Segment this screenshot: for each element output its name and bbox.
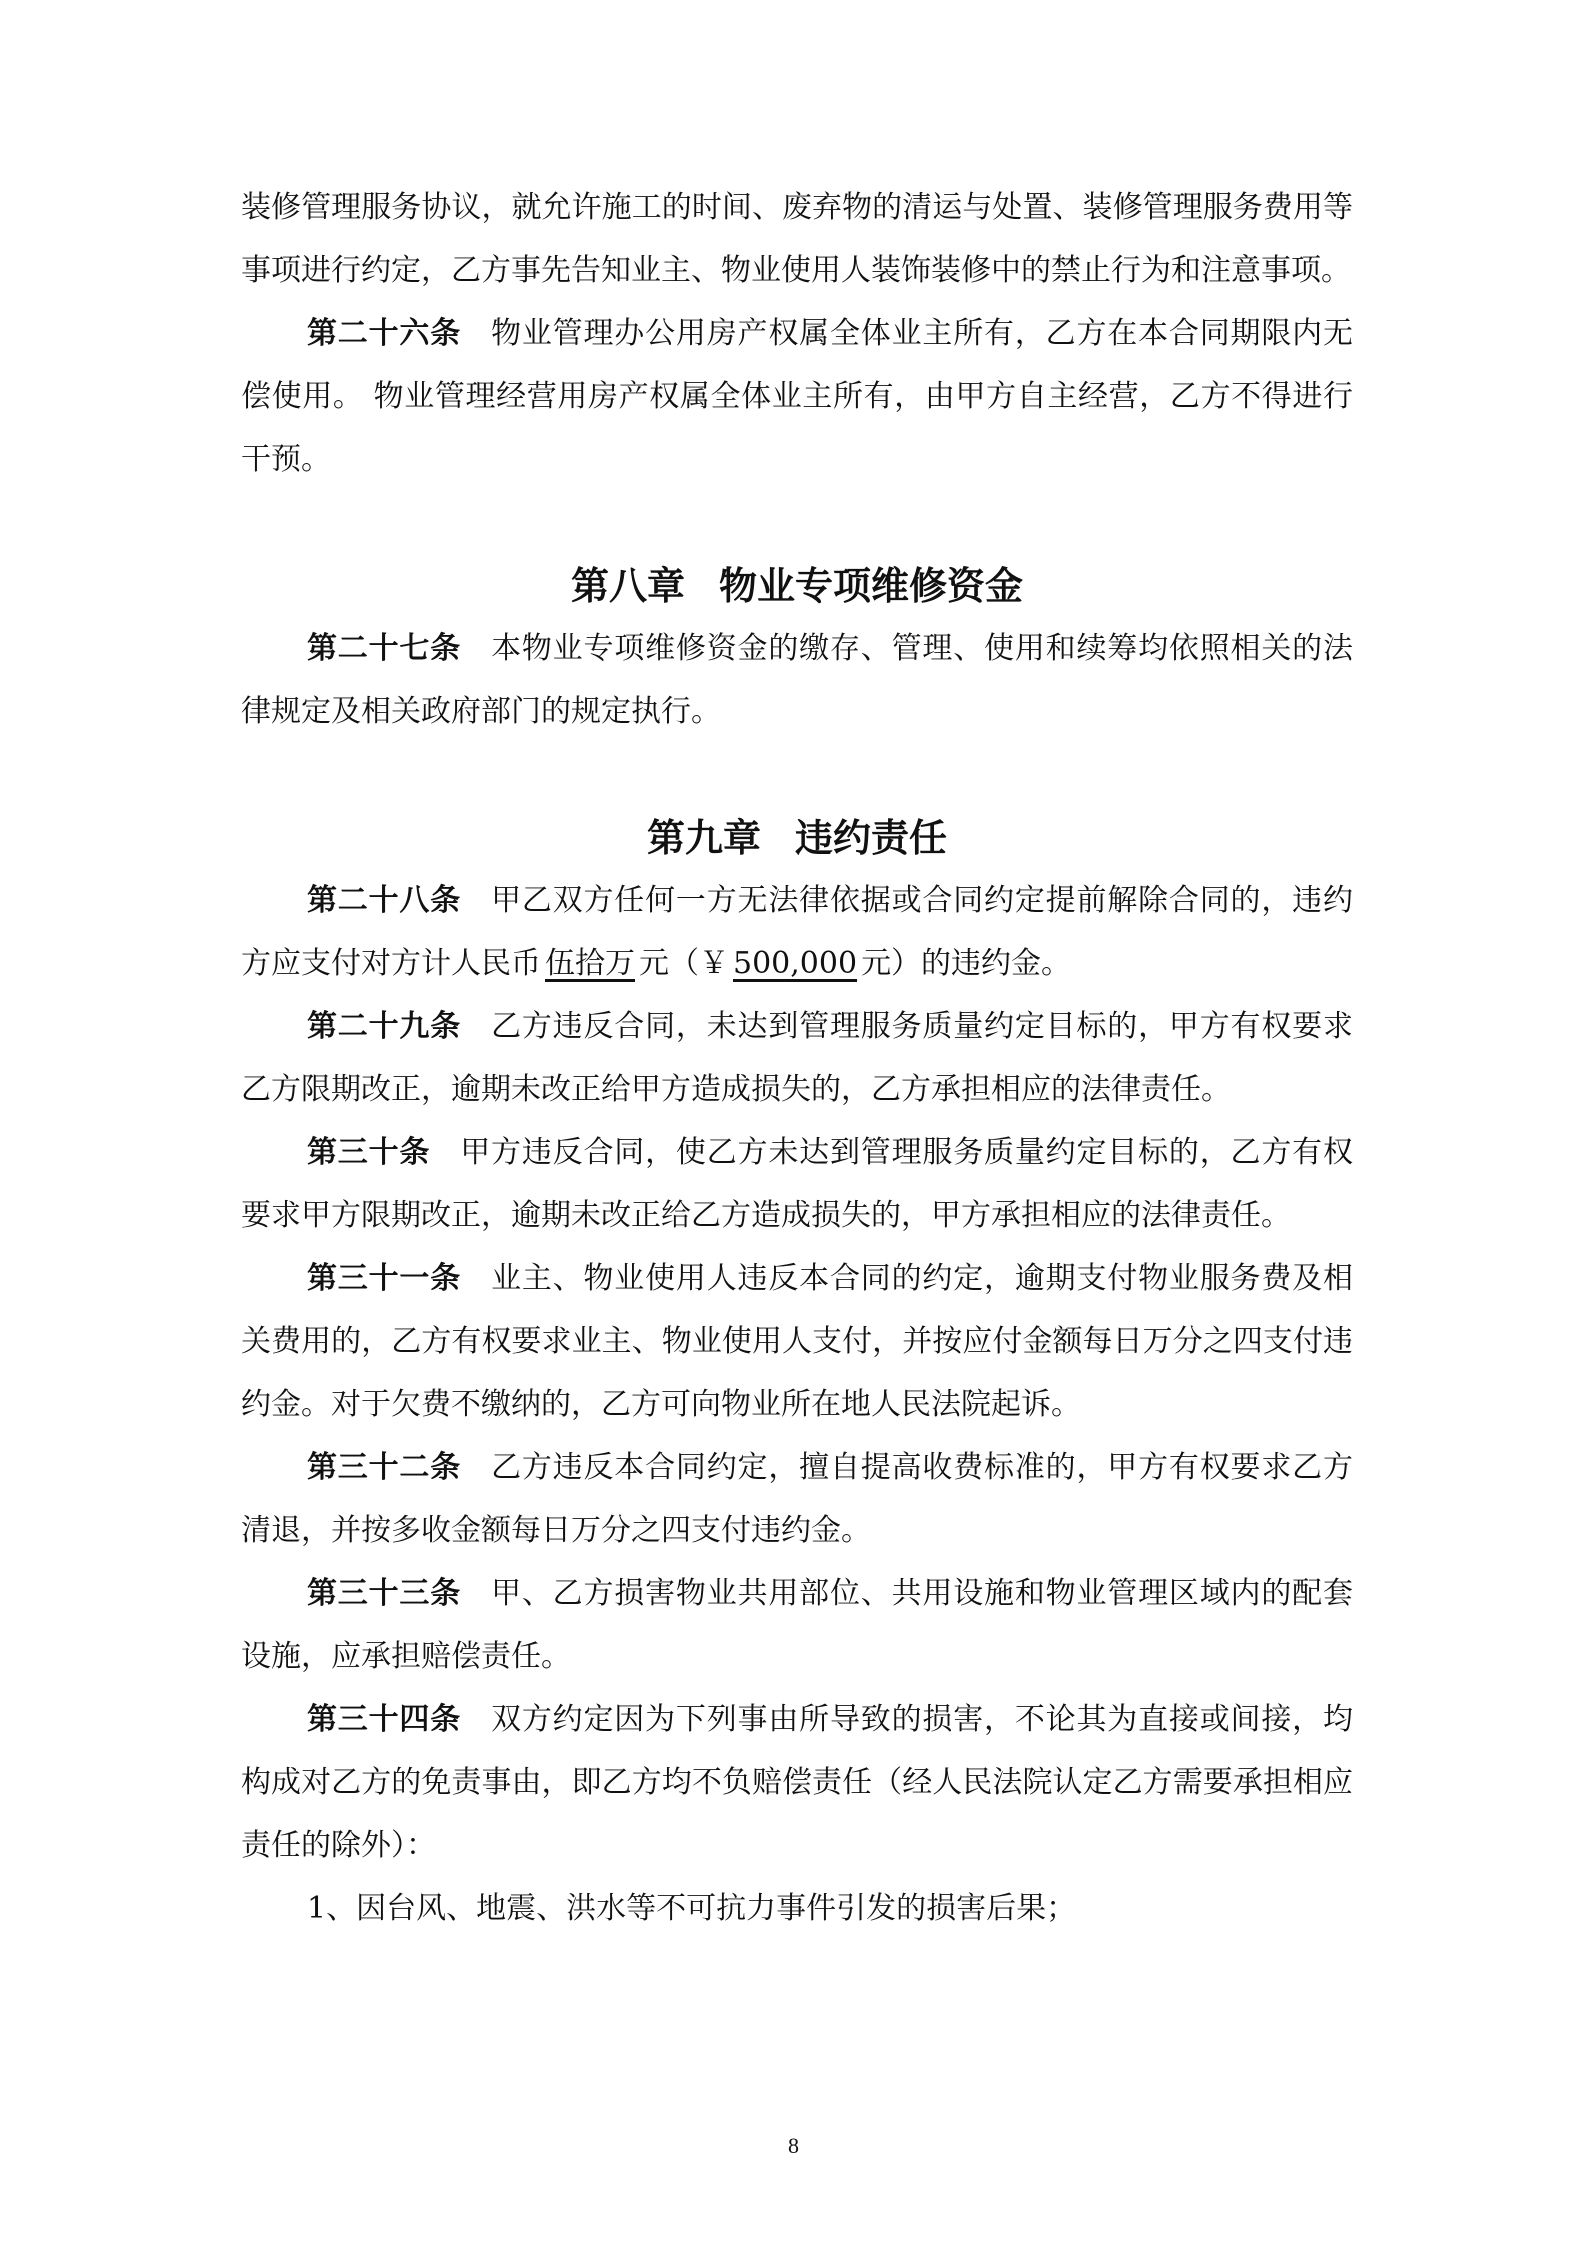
article-number: 第二十八条 [307, 883, 462, 918]
article-26 [241, 302, 1353, 491]
page-number: 8 [788, 2133, 799, 2158]
article-text: 业主、物业使用人违反本合同的约定，逾期支付物业服务费及相关费用的，乙方有权要求业主、物业使用人支付，并按应付金额每日万分之四支付违约金。对于欠费不缴纳的，乙方可向物业所在地人民法院起诉。 [241, 1261, 1353, 1422]
chapter-number: 第九章 [646, 815, 761, 860]
penalty-amount-words: 伍拾万 [545, 946, 635, 981]
article-32 [241, 1436, 1353, 1562]
article-text-a: 甲乙双方任何一方无法律依据或合同约定提前解除合同的，违约方应支付对方计人民币 [241, 883, 1353, 981]
article-text: 乙方违反本合同约定，擅自提高收费标准的，甲方有权要求乙方清退，并按多收金额每日万分之四支付违约金。 [241, 1450, 1353, 1548]
chapter-heading-9 [241, 806, 1353, 869]
article-number: 第三十条 [307, 1135, 431, 1170]
article-number: 第二十九条 [307, 1009, 462, 1044]
chapter-number: 第八章 [570, 563, 685, 608]
chapter-title: 物业专项维修资金 [719, 563, 1024, 608]
article-number: 第三十三条 [307, 1576, 462, 1611]
article-number: 第三十四条 [307, 1702, 462, 1737]
article-number: 第三十一条 [307, 1261, 462, 1296]
article-number: 第二十六条 [307, 316, 462, 351]
article-text: 双方约定因为下列事由所导致的损害，不论其为直接或间接，均构成对乙方的免责事由，即乙方均不负赔偿责任（经人民法院认定乙方需要承担相应责任的除外）： [241, 1702, 1353, 1863]
list-item-1: 1、因台风、地震、洪水等不可抗力事件引发的损害后果； [307, 1891, 1077, 1926]
document-body [241, 176, 1353, 1940]
article-text-c: 元）的违约金。 [861, 946, 1072, 981]
chapter-heading-8 [241, 554, 1353, 617]
article-30 [241, 1121, 1353, 1247]
article-34 [241, 1688, 1353, 1877]
article-number: 第二十七条 [307, 631, 462, 666]
article-number: 第三十二条 [307, 1450, 462, 1485]
penalty-amount-digits: 500,000 [733, 946, 858, 981]
chapter-title: 违约责任 [795, 815, 948, 860]
article-text: 乙方违反合同，未达到管理服务质量约定目标的，甲方有权要求乙方限期改正，逾期未改正给甲方造成损失的，乙方承担相应的法律责任。 [241, 1009, 1353, 1107]
article-28 [241, 869, 1353, 995]
article-text: 甲、乙方损害物业共用部位、共用设施和物业管理区域内的配套设施，应承担赔偿责任。 [241, 1576, 1353, 1674]
article-31 [241, 1247, 1353, 1436]
article-text: 物业管理办公用房产权属全体业主所有，乙方在本合同期限内无偿使用。 物业管理经营用房产权属全体业主所有，由甲方自主经营，乙方不得进行干预。 [241, 316, 1353, 477]
article-text: 甲方违反合同，使乙方未达到管理服务质量约定目标的，乙方有权要求甲方限期改正，逾期未改正给乙方造成损失的，甲方承担相应的法律责任。 [241, 1135, 1353, 1233]
article-text: 本物业专项维修资金的缴存、管理、使用和续筹均依照相关的法律规定及相关政府部门的规定执行。 [241, 631, 1353, 729]
article-text-b: 元（￥ [639, 946, 729, 981]
article-33 [241, 1562, 1353, 1688]
paragraph-decoration-agreement: 装修管理服务协议，就允许施工的时间、废弃物的清运与处置、装修管理服务费用等事项进行约定，乙方事先告知业主、物业使用人装饰装修中的禁止行为和注意事项。 [241, 190, 1353, 288]
article-27 [241, 617, 1353, 743]
article-29 [241, 995, 1353, 1121]
